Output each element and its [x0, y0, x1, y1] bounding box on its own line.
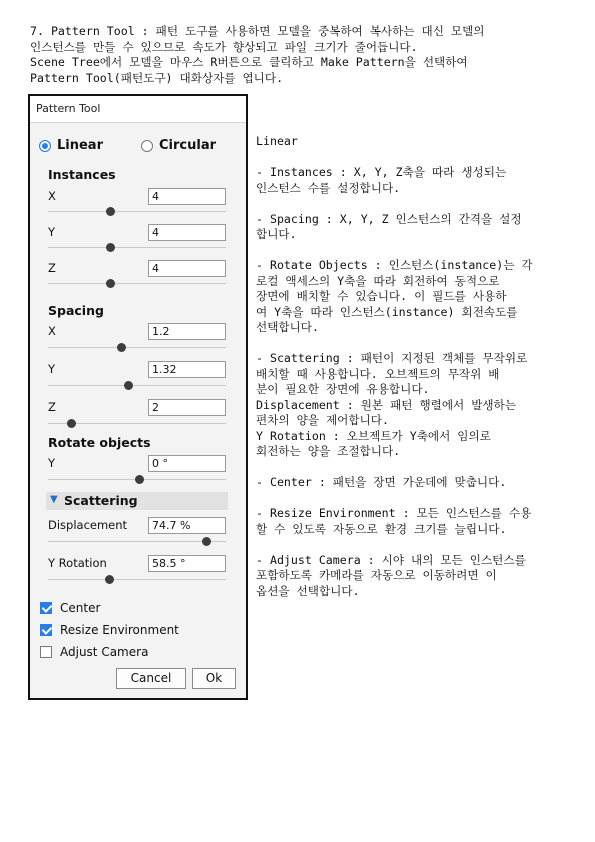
y-rotation-label: Y Rotation — [48, 556, 107, 570]
spacing-z-label: Z — [48, 400, 56, 414]
radio-linear[interactable] — [39, 138, 103, 153]
instances-z-input[interactable]: 4 — [148, 260, 226, 277]
rotate-y-slider[interactable] — [48, 479, 226, 480]
dialog-title-bar — [30, 96, 246, 123]
rotate-y-input[interactable]: 0 ° — [148, 455, 226, 472]
slider-knob[interactable] — [135, 475, 144, 484]
intro-line: Pattern Tool(패턴도구) 대화상자를 엽니다. — [30, 70, 284, 85]
radio-selected-icon — [39, 140, 51, 152]
intro-line: 7. Pattern Tool : 패턴 도구를 사용하면 모델을 중복하여 복사하는 대신 모델의 — [30, 24, 485, 38]
spacing-x-slider[interactable] — [48, 347, 226, 348]
scattering-desc-line: 분이 필요한 장면에 유용합니다. — [256, 382, 430, 396]
description-heading: Linear — [256, 134, 298, 148]
rotate-desc-line: - Rotate Objects : 인스턴스(instance)는 각 — [256, 258, 533, 272]
rotate-desc-line: 여 Y축을 따라 인스턴스(instance) 회전속도를 — [256, 304, 518, 319]
displacement-label: Displacement — [48, 518, 128, 532]
resize-environment-label: Resize Environment — [60, 623, 179, 637]
chevron-down-icon: ▼ — [50, 494, 58, 505]
checkbox-checked-icon — [40, 624, 52, 636]
instances-y-slider[interactable] — [48, 247, 226, 248]
instances-y-input[interactable]: 4 — [148, 224, 226, 241]
y-rotation-slider[interactable] — [48, 579, 226, 580]
slider-knob[interactable] — [202, 537, 211, 546]
spacing-y-input[interactable]: 1.32 — [148, 361, 226, 378]
intro-line: Scene Tree에서 모델을 마우스 R버튼으로 클릭하고 Make Pattern을 선택하여 — [30, 55, 468, 69]
scattering-heading: Scattering — [64, 493, 138, 508]
instances-z-label: Z — [48, 261, 56, 275]
rotate-desc-line: 장면에 배치할 수 있습니다. 이 필드를 사용하 — [256, 289, 507, 303]
ok-button[interactable]: Ok — [192, 668, 236, 689]
description-text — [256, 134, 576, 599]
spacing-z-input[interactable]: 2 — [148, 399, 226, 416]
slider-knob[interactable] — [105, 575, 114, 584]
instances-y-label: Y — [48, 225, 56, 239]
scattering-desc-line: - Scattering : 패턴이 지정된 객체를 무작위로 — [256, 351, 528, 365]
scattering-section-header[interactable] — [46, 492, 228, 510]
intro-text — [30, 24, 575, 86]
slider-knob[interactable] — [67, 419, 76, 428]
adjust-desc-line: 옵션을 선택합니다. — [256, 583, 360, 598]
radio-unselected-icon — [141, 140, 153, 152]
cancel-button[interactable]: Cancel — [116, 668, 186, 689]
slider-knob[interactable] — [106, 243, 115, 252]
spacing-y-label: Y — [48, 362, 56, 376]
radio-circular[interactable] — [141, 138, 216, 153]
instances-x-input[interactable]: 4 — [148, 188, 226, 205]
dialog-title: Pattern Tool — [36, 102, 101, 115]
adjust-camera-checkbox[interactable] — [40, 645, 148, 659]
pattern-tool-dialog — [28, 94, 248, 700]
radio-linear-label: Linear — [57, 138, 103, 153]
adjust-camera-label: Adjust Camera — [60, 645, 149, 659]
rotate-desc-line: 로컬 액세스의 Y축을 따라 회전하여 동적으로 — [256, 273, 500, 288]
instances-desc-line: 인스턴스 수를 설정합니다. — [256, 180, 401, 195]
slider-knob[interactable] — [106, 207, 115, 216]
slider-knob[interactable] — [117, 343, 126, 352]
adjust-desc-line: 포함하도록 카메라를 자동으로 이동하려면 이 — [256, 568, 497, 582]
scattering-desc-line: 편차의 양을 제어합니다. — [256, 413, 389, 427]
adjust-desc-line: - Adjust Camera : 시야 내의 모든 인스턴스를 — [256, 552, 526, 567]
spacing-x-label: X — [48, 324, 56, 338]
center-label: Center — [60, 601, 101, 615]
checkbox-unchecked-icon — [40, 646, 52, 658]
instances-heading: Instances — [48, 167, 116, 182]
center-checkbox[interactable] — [40, 601, 100, 615]
spacing-y-slider[interactable] — [48, 385, 226, 386]
instances-desc-line: - Instances : X, Y, Z축을 따라 생성되는 — [256, 165, 507, 179]
displacement-input[interactable]: 74.7 % — [148, 517, 226, 534]
spacing-x-input[interactable]: 1.2 — [148, 323, 226, 340]
resize-desc-line: - Resize Environment : 모든 인스턴스를 수용 — [256, 506, 532, 520]
intro-line: 인스턴스를 만들 수 있으므로 속도가 향상되고 파일 크기가 줄어듭니다. — [30, 39, 418, 54]
checkbox-checked-icon — [40, 602, 52, 614]
resize-desc-line: 할 수 있도록 자동으로 환경 크기를 늘립니다. — [256, 521, 507, 536]
resize-environment-checkbox[interactable] — [40, 623, 179, 637]
scattering-desc-line: 배치할 때 사용합니다. 오브젝트의 무작위 배 — [256, 366, 500, 381]
center-desc-line: - Center : 패턴을 장면 가운데에 맞춥니다. — [256, 475, 507, 489]
slider-knob[interactable] — [106, 279, 115, 288]
displacement-slider[interactable] — [48, 541, 226, 542]
spacing-desc-line: - Spacing : X, Y, Z 인스턴스의 간격을 설정 — [256, 211, 522, 226]
spacing-desc-line: 합니다. — [256, 227, 297, 241]
rotate-heading: Rotate objects — [48, 435, 151, 450]
slider-knob[interactable] — [124, 381, 133, 390]
scattering-desc-line: 회전하는 양을 조절합니다. — [256, 444, 401, 458]
scattering-desc-line: Y Rotation : 오브젝트가 Y축에서 임의로 — [256, 428, 491, 443]
instances-z-slider[interactable] — [48, 283, 226, 284]
spacing-z-slider[interactable] — [48, 423, 226, 424]
radio-circular-label: Circular — [159, 138, 217, 153]
rotate-y-label: Y — [48, 456, 56, 470]
spacing-heading: Spacing — [48, 303, 104, 318]
instances-x-slider[interactable] — [48, 211, 226, 212]
instances-x-label: X — [48, 189, 56, 203]
y-rotation-input[interactable]: 58.5 ° — [148, 555, 226, 572]
rotate-desc-line: 선택합니다. — [256, 320, 319, 334]
scattering-desc-line: Displacement : 원본 패턴 행렬에서 발생하는 — [256, 397, 517, 412]
